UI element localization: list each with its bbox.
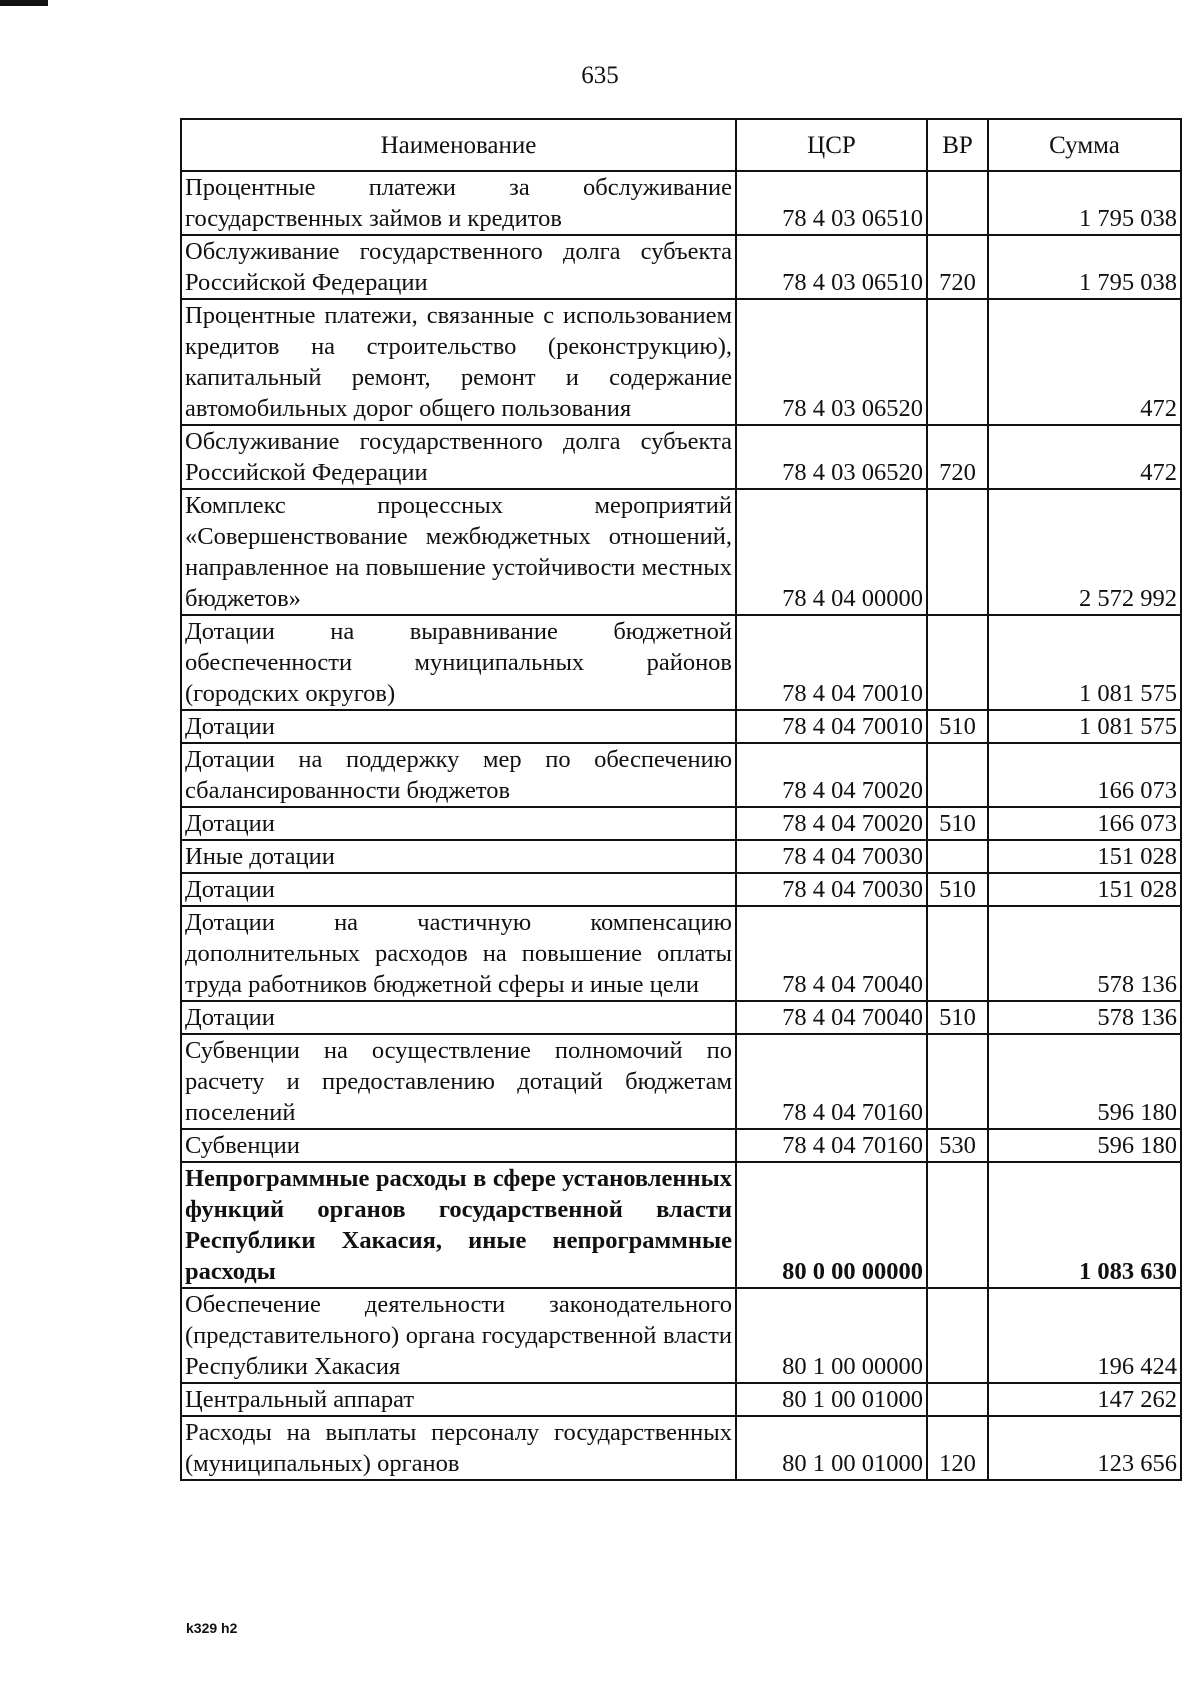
table-row xyxy=(181,1416,1181,1480)
table-row xyxy=(181,1129,1181,1162)
row-csr-cell: 78 4 03 06510 xyxy=(736,171,927,235)
table-body xyxy=(181,171,1181,1480)
row-csr-cell: 80 0 00 00000 xyxy=(736,1162,927,1288)
row-vr-cell: 720 xyxy=(927,235,988,299)
table-row xyxy=(181,1288,1181,1383)
row-name-cell: Дотации на частичную компенсацию дополнительных расходов на повышение оплаты труда работников бюджетной сферы и иные цели xyxy=(181,906,736,1001)
scan-corner-mark xyxy=(0,0,48,6)
row-name-cell: Дотации xyxy=(181,873,736,906)
table-row xyxy=(181,743,1181,807)
row-vr-cell: 510 xyxy=(927,1001,988,1034)
row-vr-cell xyxy=(927,840,988,873)
row-vr-cell: 510 xyxy=(927,873,988,906)
row-csr-cell: 78 4 04 70040 xyxy=(736,1001,927,1034)
table-row xyxy=(181,171,1181,235)
row-sum-cell: 2 572 992 xyxy=(988,489,1181,615)
row-vr-cell xyxy=(927,743,988,807)
table-row xyxy=(181,1162,1181,1288)
row-vr-cell: 510 xyxy=(927,807,988,840)
row-csr-cell: 78 4 04 70040 xyxy=(736,906,927,1001)
row-csr-cell: 78 4 04 70020 xyxy=(736,807,927,840)
row-vr-cell: 510 xyxy=(927,710,988,743)
row-sum-cell: 596 180 xyxy=(988,1129,1181,1162)
row-csr-cell: 78 4 03 06520 xyxy=(736,425,927,489)
row-csr-cell: 78 4 04 70160 xyxy=(736,1129,927,1162)
row-vr-cell: 530 xyxy=(927,1129,988,1162)
table-row xyxy=(181,299,1181,425)
row-sum-cell: 151 028 xyxy=(988,840,1181,873)
row-name-cell: Субвенции xyxy=(181,1129,736,1162)
row-sum-cell: 596 180 xyxy=(988,1034,1181,1129)
row-name-cell: Дотации xyxy=(181,807,736,840)
row-name-cell: Процентные платежи за обслуживание государственных займов и кредитов xyxy=(181,171,736,235)
row-name-cell: Дотации на поддержку мер по обеспечению сбалансированности бюджетов xyxy=(181,743,736,807)
row-sum-cell: 123 656 xyxy=(988,1416,1181,1480)
row-csr-cell: 78 4 04 70030 xyxy=(736,873,927,906)
header-sum: Сумма xyxy=(988,119,1181,171)
row-vr-cell xyxy=(927,171,988,235)
row-vr-cell xyxy=(927,1162,988,1288)
row-csr-cell: 78 4 03 06510 xyxy=(736,235,927,299)
row-vr-cell: 120 xyxy=(927,1416,988,1480)
row-vr-cell xyxy=(927,1383,988,1416)
row-vr-cell xyxy=(927,1034,988,1129)
row-name-cell: Комплекс процессных мероприятий «Совершенствование межбюджетных отношений, направленное на повышение устойчивости местных бюджетов» xyxy=(181,489,736,615)
row-name-cell: Непрограммные расходы в сфере установленных функций органов государственной власти Республики Хакасия, иные непрограммные расходы xyxy=(181,1162,736,1288)
table-row xyxy=(181,873,1181,906)
table-row xyxy=(181,807,1181,840)
row-sum-cell: 196 424 xyxy=(988,1288,1181,1383)
row-csr-cell: 80 1 00 01000 xyxy=(736,1383,927,1416)
row-vr-cell xyxy=(927,489,988,615)
row-name-cell: Иные дотации xyxy=(181,840,736,873)
table-row xyxy=(181,489,1181,615)
row-name-cell: Обслуживание государственного долга субъекта Российской Федерации xyxy=(181,425,736,489)
row-name-cell: Центральный аппарат xyxy=(181,1383,736,1416)
row-csr-cell: 78 4 04 70020 xyxy=(736,743,927,807)
row-vr-cell: 720 xyxy=(927,425,988,489)
row-name-cell: Процентные платежи, связанные с использованием кредитов на строительство (реконструкцию), капитальный ремонт, ремонт и содержание автомобильных дорог общего пользования xyxy=(181,299,736,425)
row-csr-cell: 80 1 00 01000 xyxy=(736,1416,927,1480)
row-sum-cell: 166 073 xyxy=(988,743,1181,807)
table-header-row xyxy=(181,119,1181,171)
budget-table xyxy=(180,118,1182,1481)
row-sum-cell: 1 081 575 xyxy=(988,615,1181,710)
row-sum-cell: 151 028 xyxy=(988,873,1181,906)
row-csr-cell: 78 4 04 70030 xyxy=(736,840,927,873)
row-vr-cell xyxy=(927,1288,988,1383)
row-csr-cell: 78 4 04 70160 xyxy=(736,1034,927,1129)
row-name-cell: Дотации xyxy=(181,710,736,743)
row-name-cell: Субвенции на осуществление полномочий по расчету и предоставлению дотаций бюджетам поселений xyxy=(181,1034,736,1129)
row-vr-cell xyxy=(927,299,988,425)
row-name-cell: Обеспечение деятельности законодательного (представительного) органа государственной власти Республики Хакасия xyxy=(181,1288,736,1383)
header-vr: ВР xyxy=(927,119,988,171)
table-row xyxy=(181,710,1181,743)
footer-code: k329 h2 xyxy=(186,1620,238,1636)
header-csr: ЦСР xyxy=(736,119,927,171)
row-csr-cell: 80 1 00 00000 xyxy=(736,1288,927,1383)
row-vr-cell xyxy=(927,615,988,710)
row-sum-cell: 147 262 xyxy=(988,1383,1181,1416)
page-number: 635 xyxy=(581,62,619,89)
row-sum-cell: 1 795 038 xyxy=(988,235,1181,299)
row-csr-cell: 78 4 03 06520 xyxy=(736,299,927,425)
row-csr-cell: 78 4 04 00000 xyxy=(736,489,927,615)
table-row xyxy=(181,1034,1181,1129)
row-sum-cell: 1 795 038 xyxy=(988,171,1181,235)
table-row xyxy=(181,1001,1181,1034)
row-name-cell: Дотации xyxy=(181,1001,736,1034)
table-row xyxy=(181,235,1181,299)
row-sum-cell: 1 083 630 xyxy=(988,1162,1181,1288)
row-name-cell: Дотации на выравнивание бюджетной обеспеченности муниципальных районов (городских округов) xyxy=(181,615,736,710)
table-row xyxy=(181,840,1181,873)
row-sum-cell: 472 xyxy=(988,299,1181,425)
row-csr-cell: 78 4 04 70010 xyxy=(736,710,927,743)
row-name-cell: Обслуживание государственного долга субъекта Российской Федерации xyxy=(181,235,736,299)
table-row xyxy=(181,1383,1181,1416)
table-row xyxy=(181,425,1181,489)
row-sum-cell: 1 081 575 xyxy=(988,710,1181,743)
row-sum-cell: 166 073 xyxy=(988,807,1181,840)
table-row xyxy=(181,615,1181,710)
row-sum-cell: 578 136 xyxy=(988,1001,1181,1034)
budget-table-container xyxy=(180,118,1180,1481)
table-row xyxy=(181,906,1181,1001)
row-vr-cell xyxy=(927,906,988,1001)
row-sum-cell: 578 136 xyxy=(988,906,1181,1001)
row-sum-cell: 472 xyxy=(988,425,1181,489)
row-csr-cell: 78 4 04 70010 xyxy=(736,615,927,710)
row-name-cell: Расходы на выплаты персоналу государственных (муниципальных) органов xyxy=(181,1416,736,1480)
header-name: Наименование xyxy=(181,119,736,171)
